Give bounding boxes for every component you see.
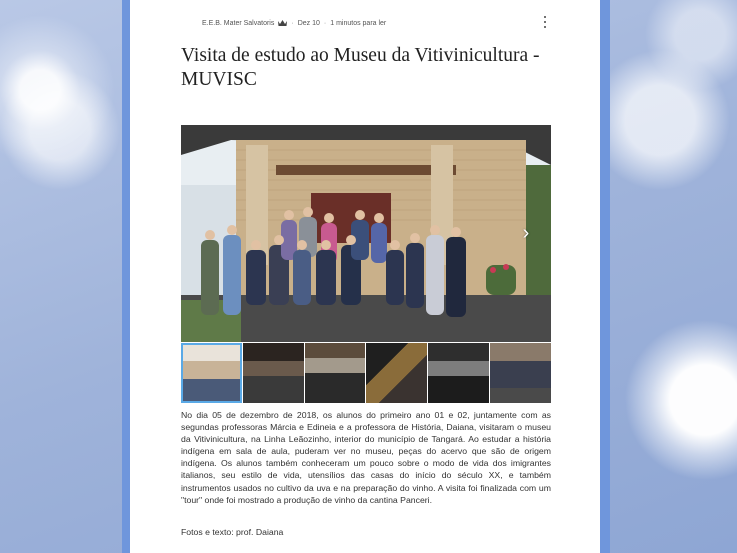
gallery-thumbnail[interactable] — [243, 343, 304, 403]
gallery-thumbnail[interactable] — [490, 343, 551, 403]
read-time: 1 minutos para ler — [330, 19, 387, 27]
gallery-thumbnail[interactable] — [305, 343, 366, 403]
chevron-right-icon[interactable]: › — [522, 222, 530, 244]
more-options-icon[interactable] — [542, 16, 548, 28]
post-credit: Fotos e texto: prof. Daiana — [181, 527, 284, 537]
post-meta — [202, 17, 386, 29]
post-title: Visita de estudo ao Museu da Vitivinicultura - MUVISC — [181, 45, 540, 90]
post-date: Dez 10 — [297, 19, 320, 27]
gallery-thumbnail[interactable] — [428, 343, 489, 403]
gallery-thumbnail[interactable] — [181, 343, 242, 403]
gallery-main-image[interactable] — [181, 125, 551, 342]
crown-icon — [278, 20, 287, 26]
gallery-thumbnail[interactable] — [366, 343, 427, 403]
gallery-thumbnails — [181, 343, 551, 403]
separator: · — [323, 19, 327, 27]
separator: · — [291, 19, 294, 27]
post-body-text: No dia 05 de dezembro de 2018, os alunos do primeiro ano 01 e 02, juntamente com as segundas professoras Márcia e Edineia e a professora de História, Daiana, visitaram o museu da Vitivinicultura, na Linha Leãozinho, interior do município de Tangará. Ao estudar a história indígena em sala de aula, puderam ver no museu, peças do acervo que são de origem indígena. Os alunos também conheceram um pouco sobre o modo de vida dos imigrantes italianos, seu estilo de vida, utensílios das casas do início do século XX, e também instrumentos usados no cultivo da uva e na preparação do vinho. A visita foi finalizada com um "tour" onde foi mostrado a produção de vinho da cantina Panceri. — [181, 410, 551, 505]
group-photo — [181, 125, 551, 342]
post-body — [181, 409, 551, 506]
author-name[interactable]: E.E.B. Mater Salvatoris — [202, 19, 275, 27]
